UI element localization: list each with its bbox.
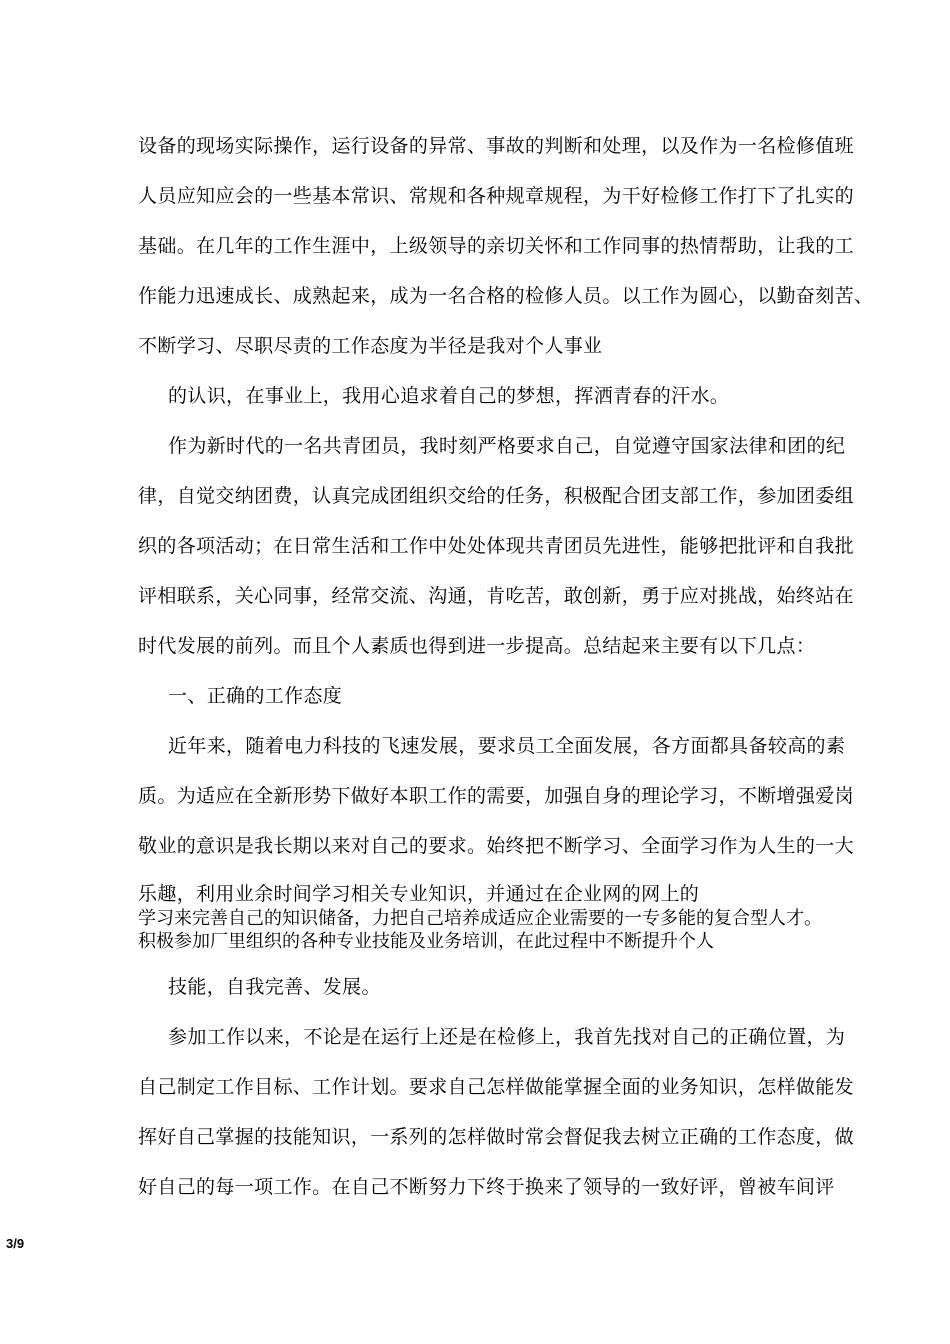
text-line: 敬业的意识是我长期以来对自己的要求。始终把不断学习、全面学习作为人生的一大 xyxy=(138,835,854,857)
text-line: 好自己的每一项工作。在自己不断努力下终于换来了领导的一致好评，曾被车间评 xyxy=(138,1176,835,1198)
text-line: 积极参加厂里组织的各种专业技能及业务培训，在此过程中不断提升个人 xyxy=(138,931,714,952)
text-line: 设备的现场实际操作，运行设备的异常、事故的判断和处理，以及作为一名检修值班 xyxy=(138,135,854,157)
text-line: 评相联系，关心同事，经常交流、沟通，肯吃苦，敢创新，勇于应对挑战，始终站在 xyxy=(138,585,854,607)
text-line: 近年来，随着电力科技的飞速发展，要求员工全面发展，各方面都具备较高的素 xyxy=(168,735,846,757)
text-line: 技能，自我完善、发展。 xyxy=(168,976,381,998)
text-line: 参加工作以来，不论是在运行上还是在检修上，我首先找对自己的正确位置，为 xyxy=(168,1026,846,1048)
text-line: 作能力迅速成长、成熟起来，成为一名合格的检修人员。以工作为圆心，以勤奋刻苦、 xyxy=(138,285,874,307)
section-heading: 一、正确的工作态度 xyxy=(168,685,343,707)
text-line: 时代发展的前列。而且个人素质也得到进一步提高。总结起来主要有以下几点： xyxy=(138,635,816,657)
text-line: 织的各项活动；在日常生活和工作中处处体现共青团员先进性，能够把批评和自我批 xyxy=(138,535,854,557)
text-line: 挥好自己掌握的技能知识，一系列的怎样做时常会督促我去树立正确的工作态度，做 xyxy=(138,1126,854,1148)
text-line: 的认识，在事业上，我用心追求着自己的梦想，挥洒青春的汗水。 xyxy=(168,385,730,407)
text-line: 人员应知应会的一些基本常识、常规和各种规章规程，为干好检修工作打下了扎实的 xyxy=(138,185,854,207)
text-line: 作为新时代的一名共青团员，我时刻严格要求自己，自觉遵守国家法律和团的纪 xyxy=(168,435,846,457)
text-line: 基础。在几年的工作生涯中，上级领导的亲切关怀和工作同事的热情帮助，让我的工 xyxy=(138,235,854,257)
text-line: 不断学习、尽职尽责的工作态度为半径是我对个人事业 xyxy=(138,335,603,357)
text-line: 自己制定工作目标、工作计划。要求自己怎样做能掌握全面的业务知识，怎样做能发 xyxy=(138,1076,854,1098)
text-line: 学习来完善自己的知识储备，力把自己培养成适应企业需要的一专多能的复合型人才。 xyxy=(138,908,822,929)
text-line: 质。为适应在全新形势下做好本职工作的需要，加强自身的理论学习，不断增强爱岗 xyxy=(138,785,854,807)
page-number: 3/9 xyxy=(6,1236,25,1251)
text-line: 乐趣，利用业余时间学习相关专业知识，并通过在企业网的网上的 xyxy=(138,883,700,905)
text-line: 律，自觉交纳团费，认真完成团组织交给的任务，积极配合团支部工作，参加团委组 xyxy=(138,485,854,507)
